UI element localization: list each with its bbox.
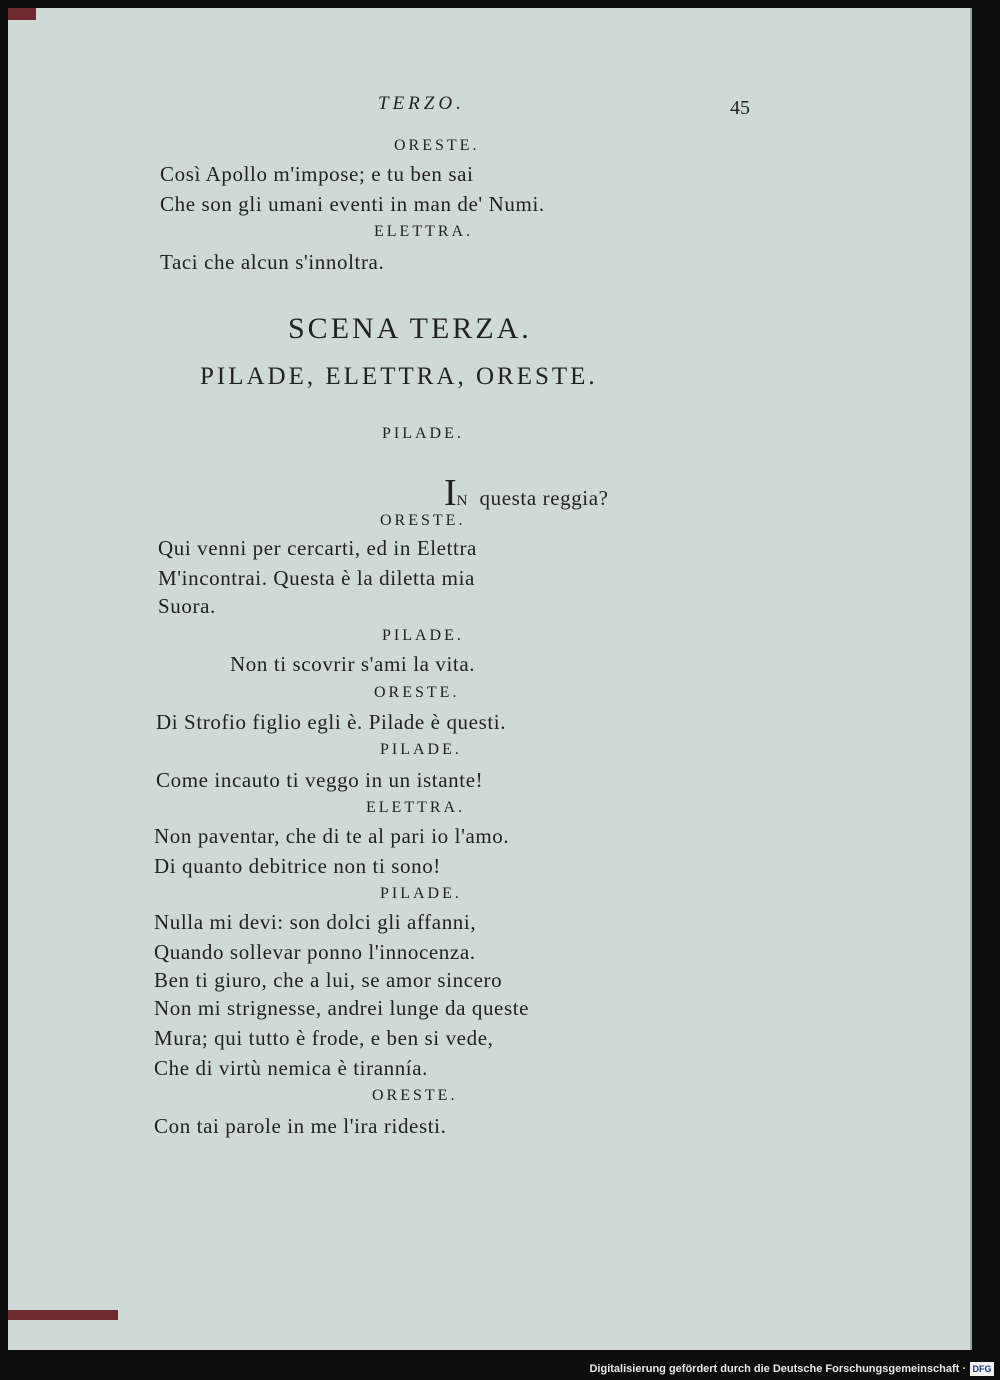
speaker-label: ELETTRA.	[374, 223, 474, 240]
speaker-label: PILADE.	[382, 425, 464, 442]
verse-line: Non paventar, che di te al pari io l'amo.	[154, 824, 510, 848]
verse-line: Qui venni per cercarti, ed in Elettra	[158, 536, 477, 560]
speaker-label: ORESTE.	[372, 1087, 458, 1104]
verse-line: Così Apollo m'impose; e tu ben sai	[160, 162, 474, 186]
scene-characters: PILADE, ELETTRA, ORESTE.	[200, 363, 598, 390]
verse-line: Quando sollevar ponno l'innocenza.	[154, 940, 476, 964]
verse-line: Con tai parole in me l'ira ridesti.	[154, 1114, 447, 1138]
verse-line: Di quanto debitrice non ti sono!	[154, 854, 441, 878]
binding-edge	[8, 1310, 118, 1320]
verse-line: Taci che alcun s'innoltra.	[160, 250, 385, 274]
verse-line: Suora.	[158, 594, 216, 618]
speaker-label: ELETTRA.	[366, 799, 466, 816]
speaker-label: PILADE.	[382, 627, 464, 644]
speaker-label: PILADE.	[380, 741, 462, 758]
verse-line: Nulla mi devi: son dolci gli affanni,	[154, 910, 477, 934]
funding-notice: Digitalisierung gefördert durch die Deutsche Forschungsgemeinschaft ·	[589, 1363, 966, 1375]
drop-cap-small: N	[456, 493, 470, 509]
running-head: TERZO.	[378, 93, 465, 114]
verse-line: questa reggia?	[479, 486, 609, 510]
verse-line: Di Strofio figlio egli è. Pilade è questi.	[156, 710, 507, 734]
verse-line: Che di virtù nemica è tirannía.	[154, 1056, 429, 1080]
verse-line: Non ti scovrir s'ami la vita.	[230, 652, 476, 676]
verse-line: Non mi strignesse, andrei lunge da queste	[154, 996, 530, 1020]
binding-corner	[8, 8, 36, 20]
verse-line: Che son gli umani eventi in man de' Numi.	[160, 192, 545, 216]
speaker-label: ORESTE.	[394, 137, 480, 154]
dfg-logo: DFG	[970, 1362, 994, 1376]
speaker-label: PILADE.	[380, 885, 462, 902]
speaker-label: ORESTE.	[380, 512, 466, 529]
book-page	[8, 8, 972, 1350]
drop-cap: I	[444, 472, 457, 514]
page-number: 45	[730, 97, 750, 119]
verse-line: Come incauto ti veggo in un istante!	[156, 768, 484, 792]
verse-line: M'incontrai. Questa è la diletta mia	[158, 566, 475, 590]
verse-line: Ben ti giuro, che a lui, se amor sincero	[154, 968, 503, 992]
scene-title: SCENA TERZA.	[288, 312, 532, 345]
drop-cap-line	[444, 474, 609, 512]
speaker-label: ORESTE.	[374, 684, 460, 701]
verse-line: Mura; qui tutto è frode, e ben si vede,	[154, 1026, 494, 1050]
